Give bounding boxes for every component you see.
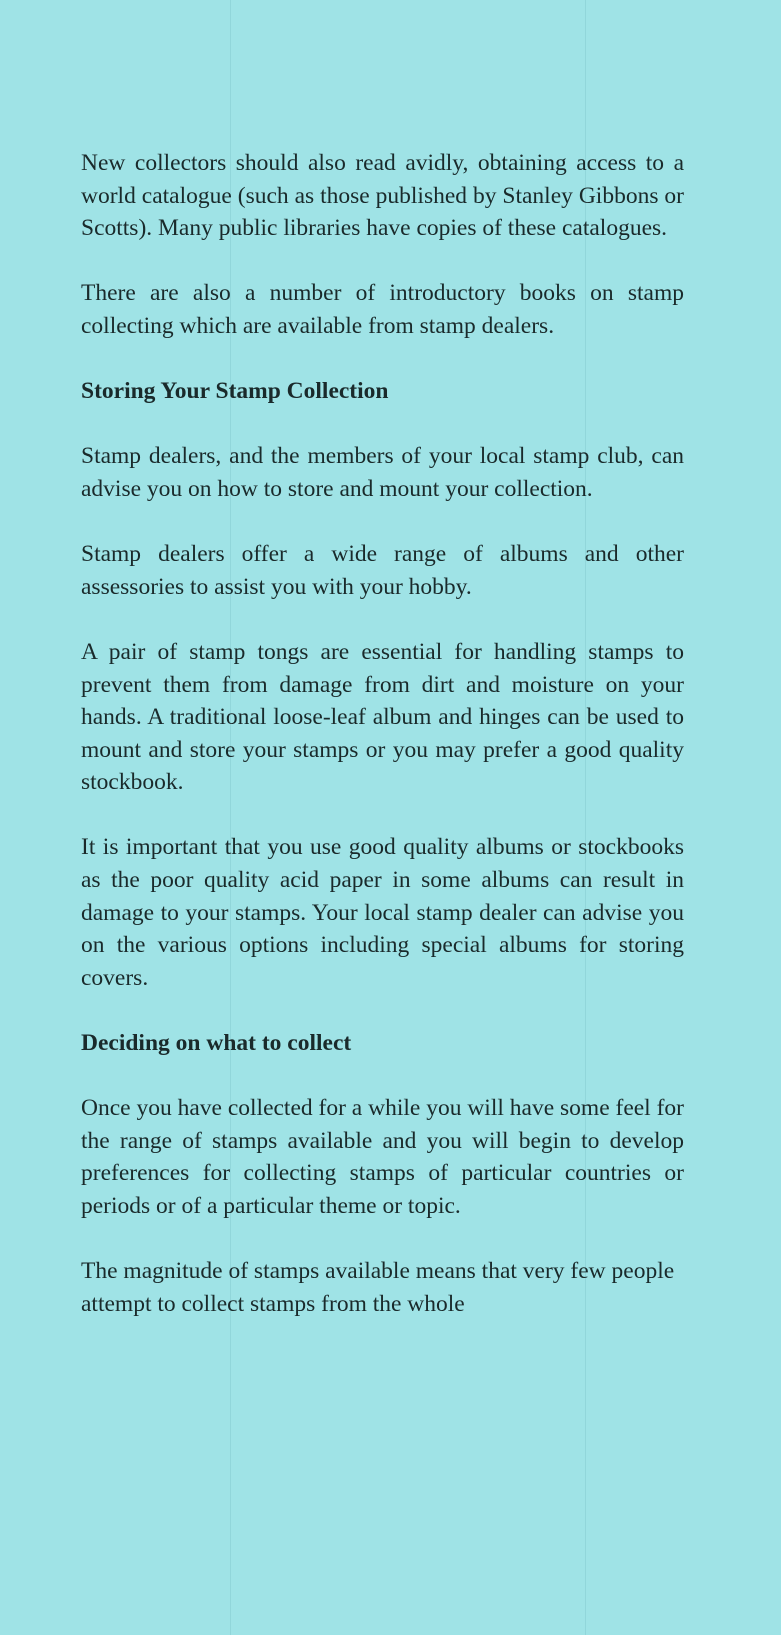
paragraph-magnitude-of-stamps: The magnitude of stamps available means that very few people attempt to collect stamps from the whole xyxy=(81,1258,675,1317)
paragraph-catalogues: New collectors should also read avidly, obtaining access to a world catalogue (such as those published by Stanley Gibbons or Scotts). Many public libraries have copies of these catalogues. xyxy=(81,150,684,242)
paragraph-stamp-tongs: A pair of stamp tongs are essential for handling stamps to prevent them from damage from dirt and moisture on your hands. A traditional loose-leaf album and hinges can be used to mount and store your stamps or you may prefer a good quality stockbook. xyxy=(81,638,684,796)
paragraph-introductory-books: There are also a number of introductory books on stamp collecting which are available from stamp dealers. xyxy=(81,280,684,339)
heading-storing-collection: Storing Your Stamp Collection xyxy=(81,378,389,405)
paragraph-albums-accessories: Stamp dealers offer a wide range of albums and other assessories to assist you with your hobby. xyxy=(81,541,684,600)
heading-deciding-what-to-collect: Deciding on what to collect xyxy=(81,1030,352,1057)
page-body xyxy=(81,147,684,1353)
paragraph-develop-preferences: Once you have collected for a while you will have some feel for the range of stamps available and you will begin to develop preferences for collecting stamps of particular countries or periods or of a particular theme or topic. xyxy=(81,1095,684,1219)
paragraph-quality-albums: It is important that you use good quality albums or stockbooks as the poor quality acid paper in some albums can result in damage to your stamps. Your local stamp dealer can advise you on the various options including special albums for storing covers. xyxy=(81,834,684,991)
paragraph-dealers-advise: Stamp dealers, and the members of your local stamp club, can advise you on how to store and mount your collection. xyxy=(81,443,684,502)
